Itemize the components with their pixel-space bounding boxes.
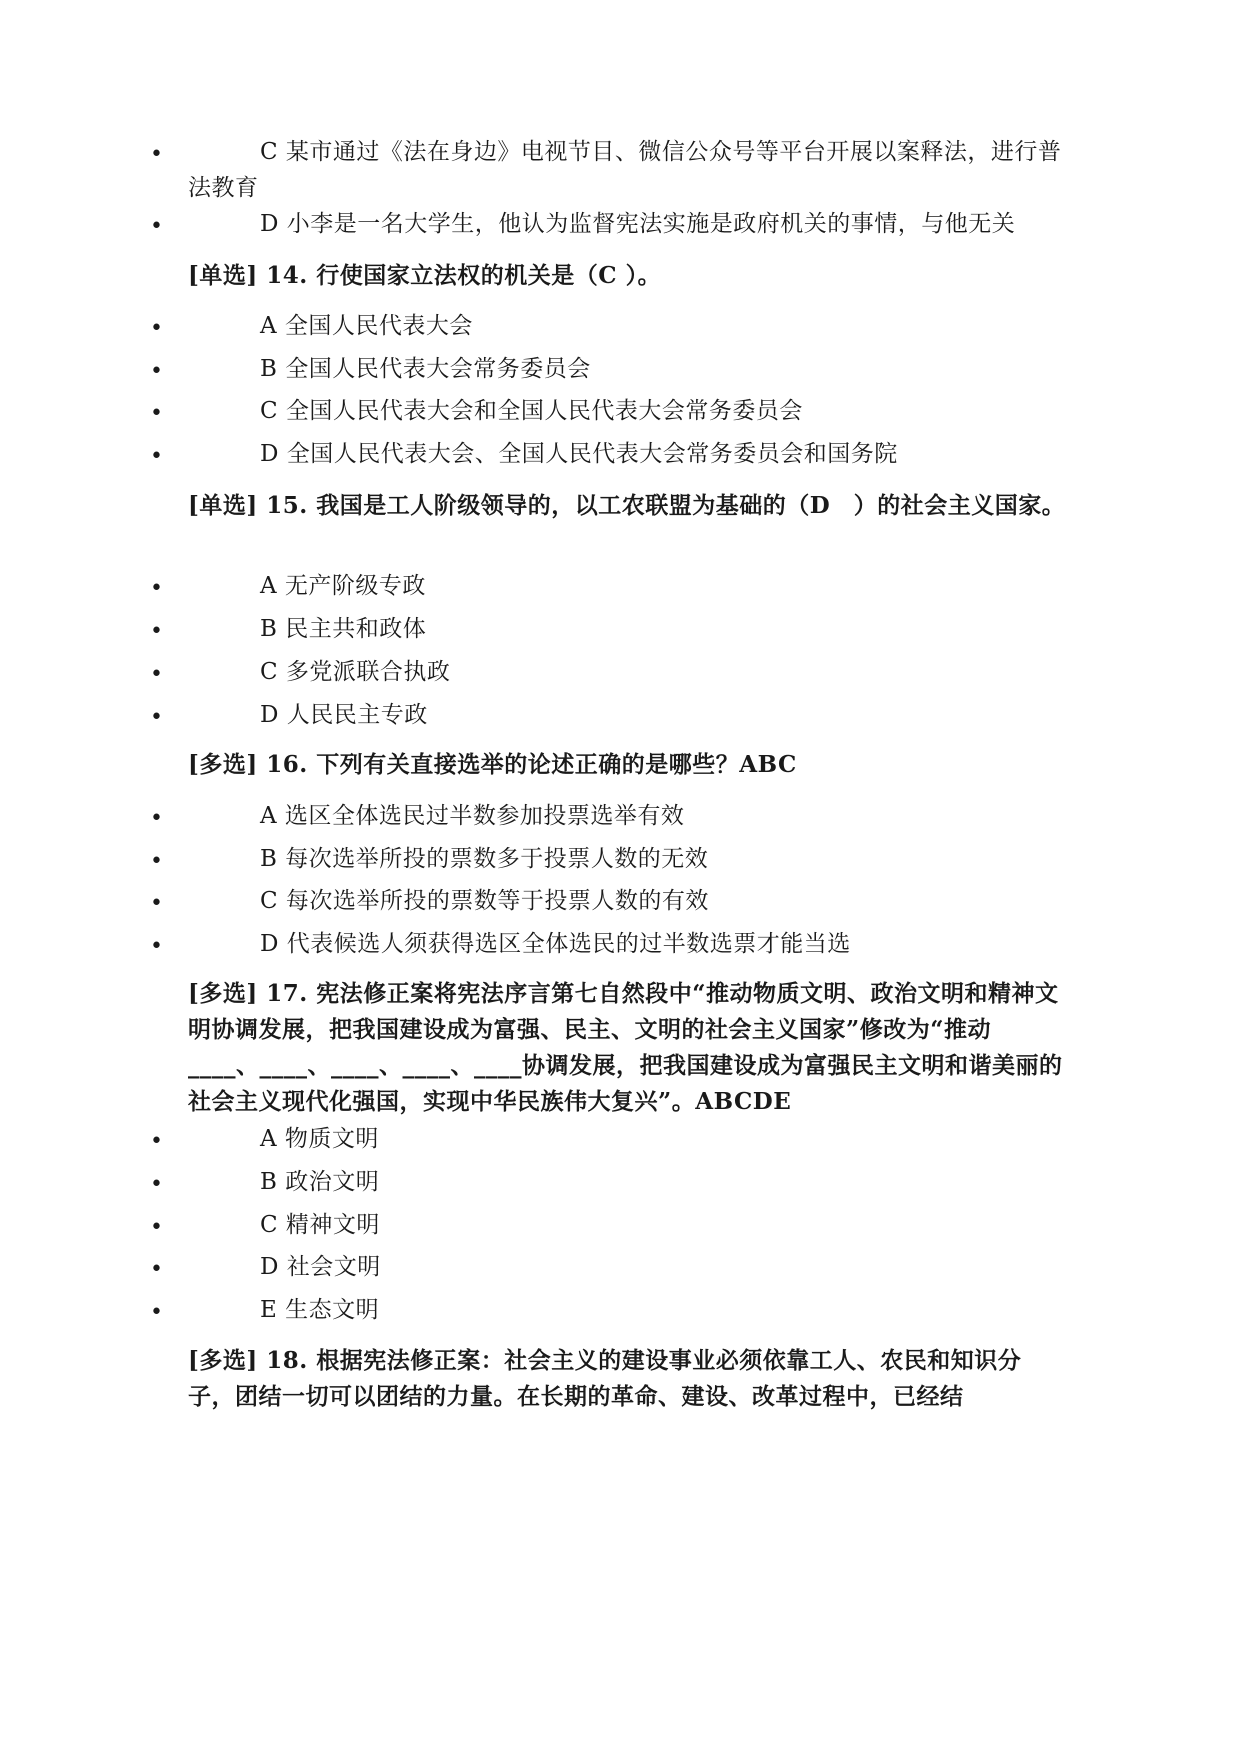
- option-text: D 社会文明: [260, 1254, 381, 1280]
- option-text: D 代表候选人须获得选区全体选民的过半数选票才能当选: [260, 931, 851, 957]
- bullet: •: [150, 142, 163, 167]
- option-text: B 每次选举所投的票数多于投票人数的无效: [260, 846, 709, 872]
- option-text: B 全国人民代表大会常务委员会: [260, 356, 591, 382]
- bullet: •: [150, 214, 163, 239]
- option-14-b: [0, 351, 1241, 397]
- option-text: C 全国人民代表大会和全国人民代表大会常务委员会: [260, 398, 803, 424]
- option-text: C 精神文明: [260, 1212, 380, 1238]
- bullet: •: [150, 662, 163, 687]
- option-text: D 小李是一名大学生，他认为监督宪法实施是政府机关的事情，与他无关: [260, 211, 1016, 237]
- option-text: B 政治文明: [260, 1169, 380, 1195]
- option-text: B 民主共和政体: [260, 616, 427, 642]
- option-text: C 多党派联合执政: [260, 659, 451, 685]
- option-text: A 选区全体选民过半数参加投票选举有效: [260, 803, 685, 829]
- question-16: [多选] 16. 下列有关直接选举的论述正确的是哪些？ABC: [188, 751, 797, 778]
- option-text: C 每次选举所投的票数等于投票人数的有效: [260, 888, 709, 914]
- bullet: •: [150, 934, 163, 959]
- option-text: C 某市通过《法在身边》电视节目、微信公众号等平台开展以案释法，进行普法教育: [188, 139, 1062, 201]
- bullet: •: [150, 576, 163, 601]
- bullet: •: [150, 1300, 163, 1325]
- bullet: •: [150, 1172, 163, 1197]
- option-16-b: [0, 841, 1241, 887]
- option-text: A 无产阶级专政: [260, 573, 426, 599]
- option-text: A 物质文明: [260, 1126, 379, 1152]
- bullet: •: [150, 806, 163, 831]
- bullet: •: [150, 849, 163, 874]
- option-text: A 全国人民代表大会: [260, 313, 473, 339]
- bullet: •: [150, 401, 163, 426]
- bullet: •: [150, 705, 163, 730]
- question-14: [单选] 14. 行使国家立法权的机关是（C ）。: [188, 262, 662, 289]
- option-15-d: [0, 697, 1241, 743]
- option-15-c: [0, 654, 1241, 700]
- bullet: •: [150, 891, 163, 916]
- bullet: •: [150, 1215, 163, 1240]
- bullet: •: [150, 316, 163, 341]
- bullet: •: [150, 1129, 163, 1154]
- option-text: D 人民民主专政: [260, 702, 428, 728]
- option-text: E 生态文明: [260, 1297, 380, 1323]
- option-17-e: [0, 1292, 1241, 1338]
- option-17-c: [0, 1207, 1241, 1253]
- bullet: •: [150, 444, 163, 469]
- question-17: [多选] 17. 宪法修正案将宪法序言第七自然段中“推动物质文明、政治文明和精神文明协调发展，把我国建设成为富强、民主、文明的社会主义国家”修改为“推动 ____、____、____、____、____协调发展，把我国建设成为富强民主文明和谐美丽的社会主义现代化强国，实现中华民族伟大复兴”。ABCDE: [188, 980, 1063, 1115]
- option-text: D 全国人民代表大会、全国人民代表大会常务委员会和国务院: [260, 441, 898, 467]
- option-16-c: [0, 883, 1241, 929]
- question-18: [多选] 18. 根据宪法修正案：社会主义的建设事业必须依靠工人、农民和知识分子，团结一切可以团结的力量。在长期的革命、建设、改革过程中，已经结: [188, 1347, 1022, 1410]
- option-14-c: [0, 393, 1241, 439]
- bullet: •: [150, 1257, 163, 1282]
- option-17-b: [0, 1164, 1241, 1210]
- option-14-a: [0, 308, 1241, 354]
- option-17-a: [0, 1121, 1241, 1167]
- option-13-d: [0, 206, 1241, 252]
- question-15: [单选] 15. 我国是工人阶级领导的，以工农联盟为基础的（D ）的社会主义国家。: [188, 492, 1066, 519]
- option-15-b: [0, 611, 1241, 657]
- option-14-d: [0, 436, 1241, 482]
- option-16-d: [0, 926, 1241, 972]
- option-15-a: [0, 568, 1241, 614]
- option-17-d: [0, 1249, 1241, 1295]
- bullet: •: [150, 619, 163, 644]
- option-16-a: [0, 798, 1241, 844]
- bullet: •: [150, 359, 163, 384]
